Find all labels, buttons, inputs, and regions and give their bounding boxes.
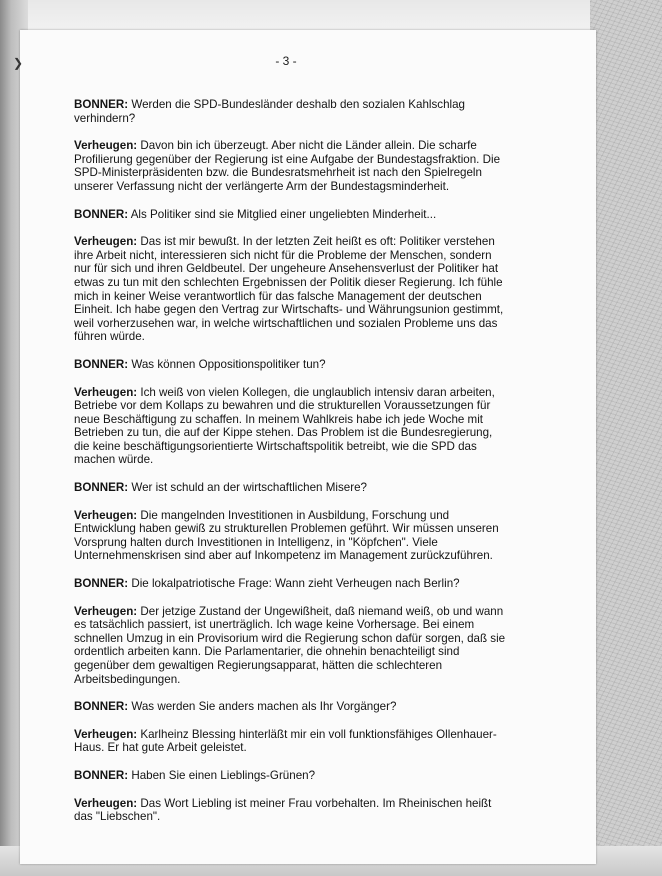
paragraph-6 [74, 386, 506, 468]
paragraph-text: Als Politiker sind sie Mitglied einer ungeliebten Minderheit... [130, 207, 437, 221]
paragraph-text: Haben Sie einen Lieblings-Grünen? [131, 768, 316, 782]
speaker-label: Verheugen: [74, 508, 138, 522]
interview-text [74, 98, 506, 838]
paragraph-3 [74, 208, 506, 222]
paragraph-2 [74, 139, 506, 193]
paragraph-text: Davon bin ich überzeugt. Aber nicht die Länder allein. Die scharfe Profilierung gegenüber der Regierung ist eine Aufgabe der Bundestagsfraktion. Die SPD-Ministerpräsidenten bzw. die Bundesratsmehrheit ist nach den Spielregeln unserer Verfassung nicht der verlängerte Arm der Bundestagsminderheit. [74, 139, 501, 193]
speaker-label: Verheugen: [74, 235, 138, 249]
scan-border-top [0, 0, 662, 34]
speaker-label: BONNER: [74, 481, 129, 495]
paragraph-text: Karlheinz Blessing hinterläßt mir ein voll funktionsfähiges Ollenhauer-Haus. Er hat gute Arbeit geleistet. [74, 727, 497, 755]
binding-mark: ❯ [13, 56, 24, 70]
paragraph-10 [74, 605, 506, 687]
paragraph-text: Was können Oppositionspolitiker tun? [131, 357, 326, 371]
paragraph-1 [74, 98, 506, 125]
paragraph-12 [74, 728, 506, 755]
paragraph-text: Ich weiß von vielen Kollegen, die unglaublich intensiv daran arbeiten, Betriebe vor dem Kollaps zu bewahren und die strukturellen Voraussetzungen für neue Beschäftigung zu schaffen. In meinem Wahlkreis habe ich jede Woche mit Betrieben zu tun, die auf der Kippe stehen. Das Problem ist die Bundesregierung, die keine beschäftigungsorientierte Wirtschaftspolitik betreibt, wie die SPD das machen würde. [74, 385, 495, 467]
page-number: - 3 - [275, 54, 297, 68]
paragraph-4 [74, 235, 506, 344]
paragraph-text: Werden die SPD-Bundesländer deshalb den sozialen Kahlschlag verhindern? [74, 98, 465, 125]
paragraph-8 [74, 509, 506, 563]
speaker-label: BONNER: [74, 98, 129, 111]
speaker-label: BONNER: [74, 700, 129, 714]
speaker-label: Verheugen: [74, 139, 138, 153]
paragraph-text: Das ist mir bewußt. In der letzten Zeit heißt es oft: Politiker verstehen ihre Arbeit nicht, interessieren sich nicht für die Probleme der Menschen, sondern nur für sich und ihren Geldbeutel. Der ungeheure Ansehensverlust der Politiker hat etwas zu tun mit den schlechten Ergebnissen der Politik dieser Regierung. Ich fühle mich in keiner Weise verantwortlich für das falsche Management der deutschen Einheit. Ich habe gegen den Vertrag zur Wirtschafts- und Währungsunion gestimmt, weil vorherzusehen war, in welche wirtschaftlichen und sozialen Probleme uns das führen würde. [74, 235, 504, 344]
paragraph-13 [74, 769, 506, 783]
paragraph-14 [74, 797, 506, 824]
speaker-label: Verheugen: [74, 604, 138, 618]
speaker-label: BONNER: [74, 207, 129, 221]
speaker-label: Verheugen: [74, 385, 138, 399]
speaker-label: Verheugen: [74, 796, 138, 810]
speaker-label: BONNER: [74, 577, 129, 591]
paragraph-text: Was werden Sie anders machen als Ihr Vorgänger? [131, 700, 397, 714]
paragraph-5 [74, 358, 506, 372]
scan-border-right [590, 0, 662, 876]
paragraph-7 [74, 481, 506, 495]
paragraph-text: Wer ist schuld an der wirtschaftlichen Misere? [131, 481, 367, 495]
paragraph-text: Die lokalpatriotische Frage: Wann zieht Verheugen nach Berlin? [131, 577, 460, 591]
paragraph-text: Die mangelnden Investitionen in Ausbildung, Forschung und Entwicklung haben gewiß zu strukturellen Problemen geführt. Wir müssen unseren Vorsprung halten durch Investitionen in Intelligenz, in "Köpfchen". Viele Unternehmenskrisen sind aber auf Inkompetenz im Management zurückzuführen. [74, 508, 499, 563]
speaker-label: BONNER: [74, 357, 129, 371]
paragraph-9 [74, 577, 506, 591]
speaker-label: Verheugen: [74, 727, 138, 741]
paragraph-text: Der jetzige Zustand der Ungewißheit, daß niemand weiß, ob und wann es tatsächlich passiert, ist unerträglich. Ich wage keine Vorhersage. Bei einem schnellen Umzug in ein Provisorium wird die Regierung schon dafür sorgen, daß sie ordentlich arbeiten kann. Die Parlamentarier, die ohnehin benachteiligt sind gegenüber dem gewaltigen Regierungsapparat, hätten die schlechteren Arbeitsbedingungen. [74, 604, 506, 686]
paragraph-11 [74, 700, 506, 714]
speaker-label: BONNER: [74, 768, 129, 782]
paragraph-text: Das Wort Liebling ist meiner Frau vorbehalten. Im Rheinischen heißt das "Liebschen". [74, 796, 492, 824]
